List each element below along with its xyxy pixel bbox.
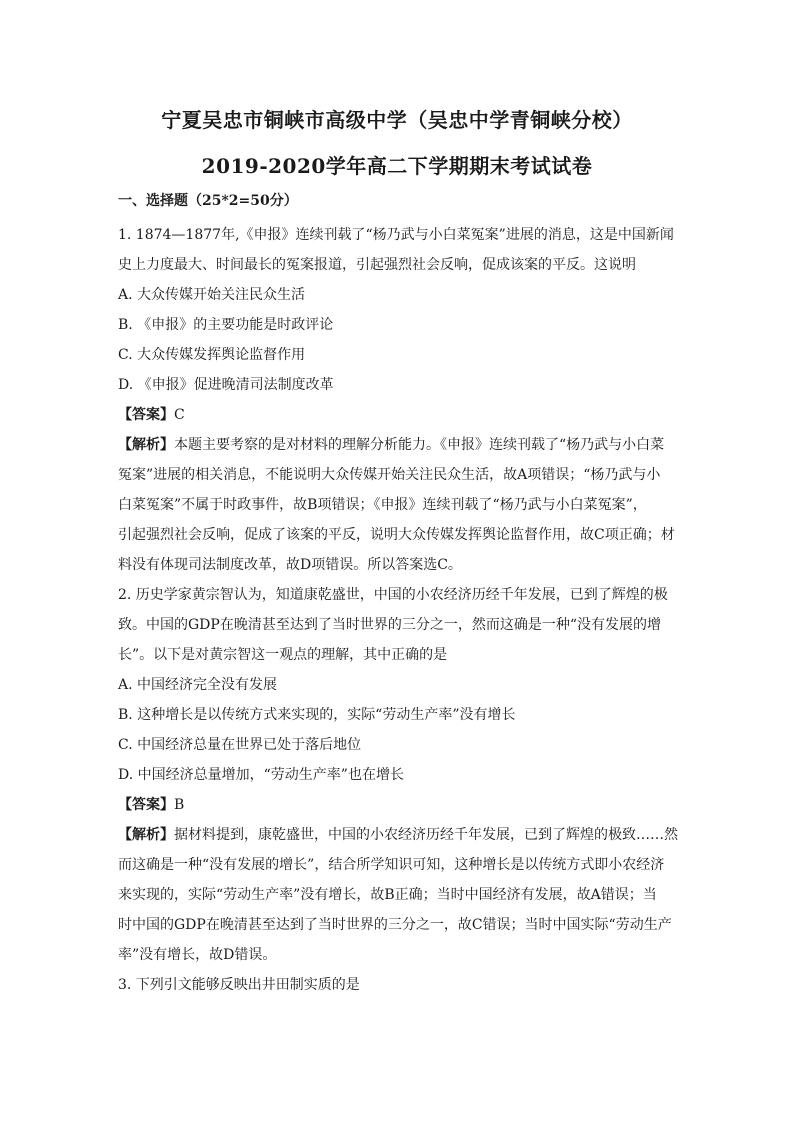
- q1-analysis-text-1: 本题主要考察的是对材料的理解分析能力。《申报》连续刊载了“杨乃武与小白菜: [174, 437, 665, 453]
- q2-analysis-tag: 【解析】: [118, 827, 174, 843]
- q2-stem-line-2: 致。中国的GDP在晚清甚至达到了当时世界的三分之一，然而这确是一种“没有发展的增: [118, 617, 661, 633]
- title-school: 宁夏吴忠市铜峡市高级中学（吴忠中学青铜峡分校）: [161, 108, 633, 132]
- q1-option-a: A. 大众传媒开始关注民众生活: [118, 287, 306, 303]
- q2-answer: [118, 790, 696, 820]
- q2-answer-tag: 【答案】: [118, 797, 174, 813]
- question-2: [118, 580, 696, 970]
- q1-answer-tag: 【答案】: [118, 407, 174, 423]
- q2-analysis-line-4: 时中国的GDP在晚清甚至达到了当时世界的三分之一，故C错误；当时中国实际“劳动生产: [118, 917, 672, 933]
- q3-stem-line-1: 3. 下列引文能够反映出井田制实质的是: [118, 977, 360, 993]
- q2-analysis-line-1: [118, 820, 696, 850]
- q2-stem-line-1: 2. 历史学家黄宗智认为，知道康乾盛世，中国的小农经济历经千年发展，已到了辉煌的极: [118, 587, 668, 603]
- q2-option-d: D. 中国经济总量增加，“劳动生产率”也在增长: [118, 767, 404, 783]
- question-3: [118, 970, 696, 1000]
- question-1: [118, 220, 696, 580]
- q2-analysis-line-2: 而这确是一种“没有发展的增长”，结合所学知识可知，这种增长是以传统方式即小农经济: [118, 857, 665, 873]
- q2-analysis-text-1: 据材料提到，康乾盛世，中国的小农经济历经千年发展，已到了辉煌的极致……然: [174, 827, 678, 843]
- q1-analysis-tag: 【解析】: [118, 437, 174, 453]
- q2-stem-line-3: 长”。以下是对黄宗智这一观点的理解，其中正确的是: [118, 647, 448, 663]
- q1-answer: [118, 400, 696, 430]
- q1-option-b: B. 《申报》的主要功能是时政评论: [118, 317, 334, 333]
- q2-option-b: B. 这种增长是以传统方式来实现的，实际“劳动生产率”没有增长: [118, 707, 516, 723]
- q1-analysis-line-4: 引起强烈社会反响，促成了该案的平反，说明大众传媒发挥舆论监督作用，故C项正确；材: [118, 527, 675, 543]
- q1-stem-line-2: 史上力度最大、时间最长的冤案报道，引起强烈社会反响，促成该案的平反。这说明: [118, 257, 636, 273]
- q2-analysis-line-3: 来实现的，实际“劳动生产率”没有增长，故B正确；当时中国经济有发展，故A错误；当: [118, 887, 657, 903]
- q1-analysis-line-2: 冤案”进展的相关消息，不能说明大众传媒开始关注民众生活，故A项错误；“杨乃武与小: [118, 467, 661, 483]
- q2-answer-value: B: [174, 797, 185, 813]
- q1-option-c: C. 大众传媒发挥舆论监督作用: [118, 347, 306, 363]
- q1-analysis-line-3: 白菜冤案”不属于时政事件，故B项错误；《申报》连续刊载了“杨乃武与小白菜冤案”，: [118, 497, 647, 513]
- q1-answer-value: C: [174, 407, 185, 423]
- q2-analysis-line-5: 率”没有增长，故D错误。: [118, 947, 277, 963]
- section-heading: 一、选择题（25*2=50分）: [118, 193, 298, 209]
- title-exam: 2019-2020学年高二下学期期末考试试卷: [201, 154, 593, 178]
- q2-option-c: C. 中国经济总量在世界已处于落后地位: [118, 737, 362, 753]
- q1-stem-line-1: 1. 1874—1877年,《申报》连续刊载了“杨乃武与小白菜冤案”进展的消息，这是中国新闻: [118, 227, 674, 243]
- q2-option-a: A. 中国经济完全没有发展: [118, 677, 278, 693]
- q1-option-d: D. 《申报》促进晚清司法制度改革: [118, 377, 334, 393]
- q1-analysis-line-1: [118, 430, 696, 460]
- q1-analysis-line-5: 料没有体现司法制度改革，故D项错误。所以答案选C。: [118, 557, 462, 573]
